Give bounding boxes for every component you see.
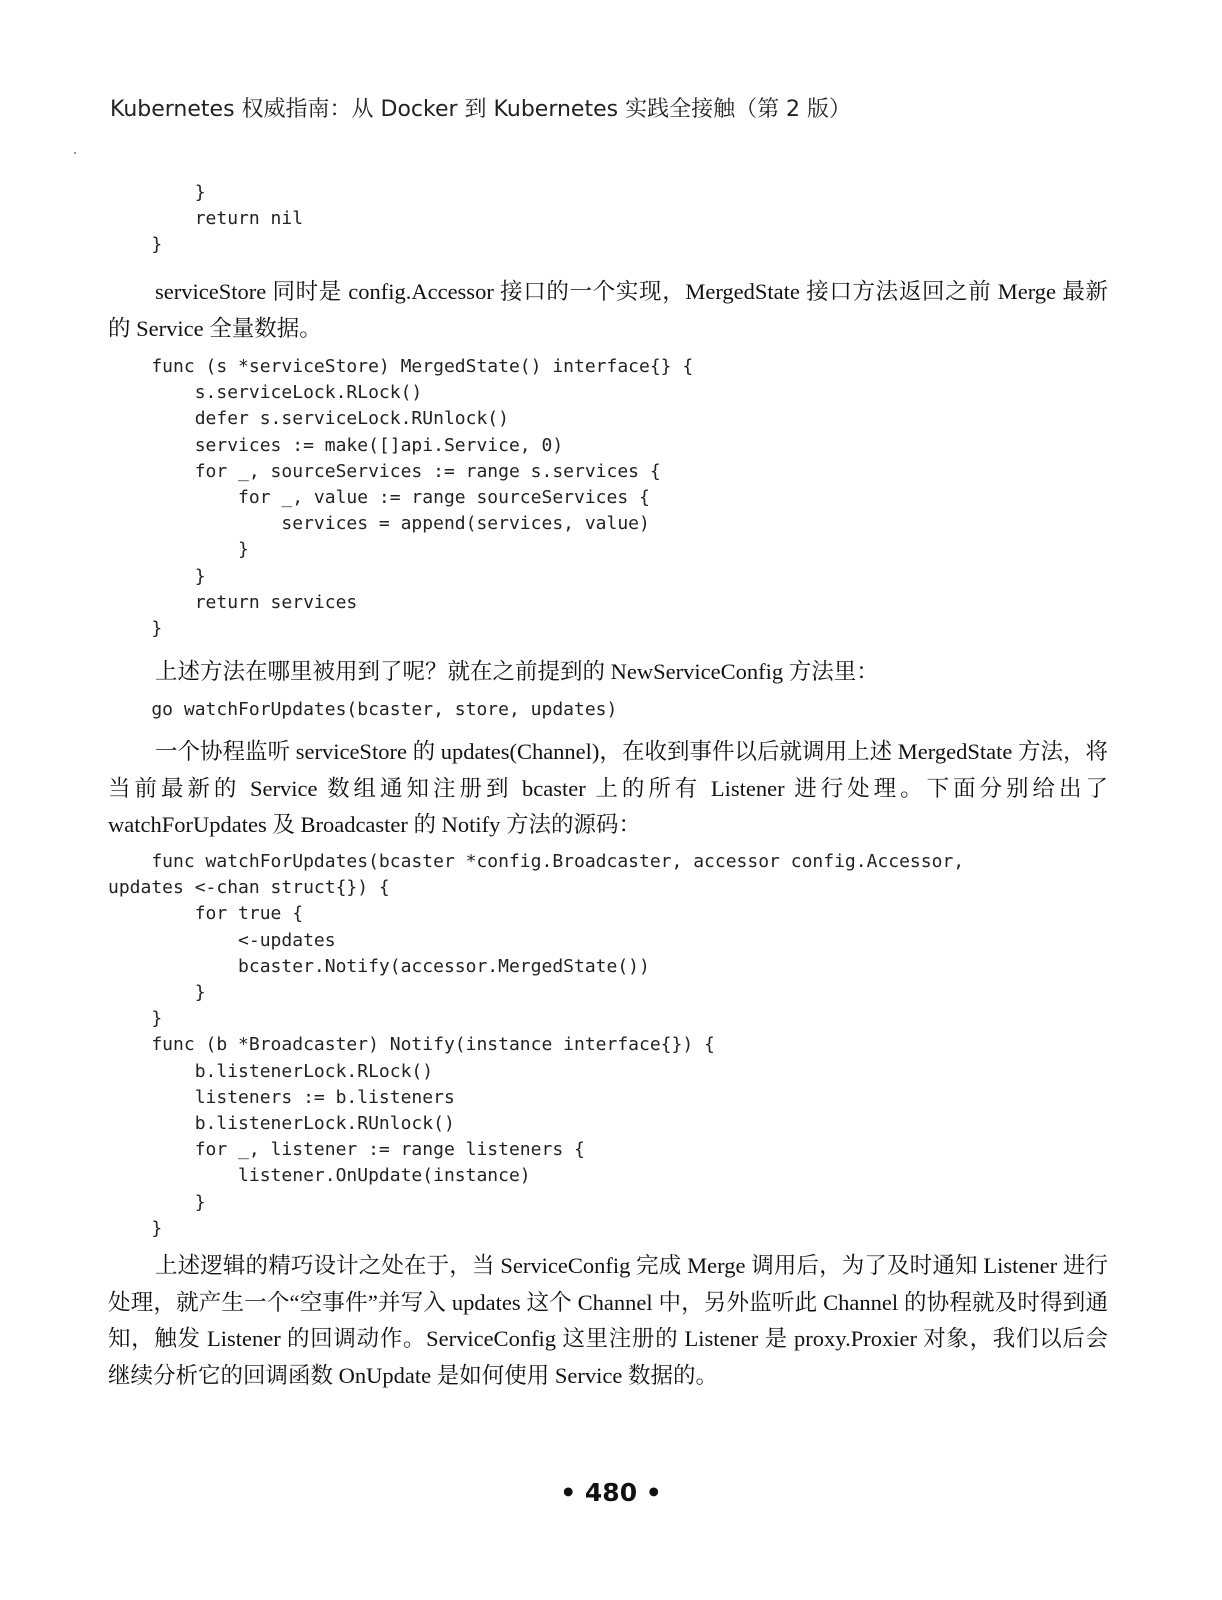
page-number: • 480 • <box>560 1478 662 1507</box>
code-line: } <box>108 618 163 640</box>
code-line: bcaster.Notify(accessor.MergedState()) <box>108 955 650 977</box>
code-line: s.serviceLock.RLock() <box>108 382 423 404</box>
code-line: listeners := b.listeners <box>108 1086 455 1108</box>
code-line: services := make([]api.Service, 0) <box>108 434 564 456</box>
code-block-merged-state <box>108 354 693 642</box>
code-line: } <box>108 539 249 561</box>
code-line: defer s.serviceLock.RUnlock() <box>108 408 509 430</box>
code-line: } <box>108 1008 163 1030</box>
code-line: } <box>108 1217 163 1239</box>
paragraph-merged-state-intro: serviceStore 同时是 config.Accessor 接口的一个实现，MergedState 接口方法返回之前 Merge 最新的 Service 全量数据。 <box>108 279 1108 341</box>
code-line: for _, value := range sourceServices { <box>108 487 650 509</box>
code-line: } <box>108 182 206 203</box>
code-line: } <box>108 234 163 256</box>
code-line: updates <-chan struct{}) { <box>108 877 390 899</box>
scan-speck <box>74 152 76 154</box>
paragraph-goroutine-listener: 一个协程监听 serviceStore 的 updates(Channel)，在收到事件以后就调用上述 MergedState 方法，将当前最新的 Service 数组通知注册到 bcaster 上的所有 Listener 进行处理。下面分别给出了 watchForUpdates 及 Broadcaster 的 Notify 方法的源码： <box>108 739 1108 837</box>
code-line: for _, listener := range listeners { <box>108 1139 585 1161</box>
code-line: func (s *serviceStore) MergedState() interface{} { <box>108 356 694 377</box>
code-line: return nil <box>108 208 304 230</box>
code-line: } <box>108 982 206 1004</box>
code-line: b.listenerLock.RUnlock() <box>108 1113 455 1135</box>
code-line: <-updates <box>108 929 336 951</box>
running-header: Kubernetes 权威指南：从 Docker 到 Kubernetes 实践全接触（第 2 版） <box>110 97 852 122</box>
paragraph-design-explanation: 上述逻辑的精巧设计之处在于，当 ServiceConfig 完成 Merge 调用后，为了及时通知 Listener 进行处理，就产生一个“空事件”并写入 updates 这个 Channel 中，另外监听此 Channel 的协程就及时得到通知，触发 Listener 的回调动作。ServiceConfig 这里注册的 Listener 是 proxy.Proxier 对象，我们以后会继续分析它的回调函数 OnUpdate 是如何使用 Service 数据的。 <box>108 1253 1108 1388</box>
code-block-return-nil <box>108 180 303 259</box>
paragraph-where-used: 上述方法在哪里被用到了呢？就在之前提到的 NewServiceConfig 方法里： <box>155 659 879 684</box>
code-block-go-watch <box>108 697 617 723</box>
code-line: return services <box>108 591 358 613</box>
code-block-watch-notify <box>108 849 964 1242</box>
code-line: b.listenerLock.RLock() <box>108 1060 434 1082</box>
code-line: listener.OnUpdate(instance) <box>108 1165 531 1187</box>
code-line: func watchForUpdates(bcaster *config.Broadcaster, accessor config.Accessor, <box>108 851 965 872</box>
code-line: services = append(services, value) <box>108 513 650 535</box>
code-line: func (b *Broadcaster) Notify(instance interface{}) { <box>108 1034 715 1056</box>
code-line: go watchForUpdates(bcaster, store, updates) <box>108 699 618 720</box>
code-line: } <box>108 1191 206 1213</box>
code-line: } <box>108 565 206 587</box>
code-line: for _, sourceServices := range s.services { <box>108 460 661 482</box>
code-line: for true { <box>108 903 304 925</box>
